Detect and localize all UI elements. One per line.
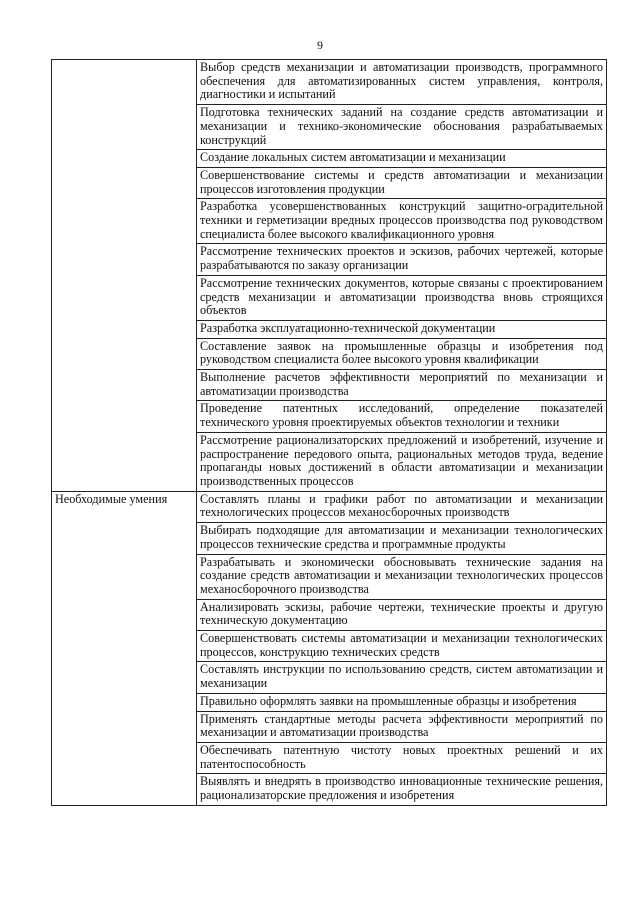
requirements-table-body: [52, 60, 607, 806]
table-cell-item: Разработка усовершенствованных конструкций защитно-оградительной техники и герметизации вредных процессов производства под руководством специалиста более высокого квалификационного уровня: [197, 199, 607, 244]
table-cell-item: Совершенствовать системы автоматизации и механизации технологических процессов, конструкцию технических средств: [197, 631, 607, 662]
table-cell-item: Составление заявок на промышленные образцы и изобретения под руководством специалиста более высокого уровня квалификации: [197, 338, 607, 369]
table-cell-item: Создание локальных систем автоматизации и механизации: [197, 150, 607, 168]
table-cell-item: Разработка эксплуатационно-технической документации: [197, 320, 607, 338]
requirements-table: [51, 59, 607, 806]
table-cell-item: Выбор средств механизации и автоматизации производств, программного обеспечения для автоматизированных систем управления, контроля, диагностики и испытаний: [197, 60, 607, 105]
table-cell-item: Совершенствование системы и средств автоматизации и механизации процессов изготовления продукции: [197, 167, 607, 198]
table-cell-item: Правильно оформлять заявки на промышленные образцы и изобретения: [197, 693, 607, 711]
table-cell-item: Анализировать эскизы, рабочие чертежи, технические проекты и другую техническую документацию: [197, 599, 607, 630]
table-row: [52, 60, 607, 105]
table-cell-item: Проведение патентных исследований, определение показателей технического уровня проектируемых объектов технологии и техники: [197, 401, 607, 432]
table-cell-item: Разрабатывать и экономически обосновывать технические задания на создание средств автоматизации и механизации технологических процессов механосборочного производства: [197, 554, 607, 599]
table-cell-item: Выполнение расчетов эффективности мероприятий по механизации и автоматизации производства: [197, 370, 607, 401]
section-label: Необходимые умения: [52, 491, 197, 805]
table-cell-item: Рассмотрение технических документов, которые связаны с проектированием средств механизации и автоматизации производства вновь строящихся объектов: [197, 275, 607, 320]
table-cell-item: Рассмотрение рационализаторских предложений и изобретений, изучение и распространение передового опыта, рациональных методов труда, ведение пропаганды новых достижений в области автоматизации и механизации производственных процессов: [197, 432, 607, 491]
section-label: [52, 60, 197, 492]
table-cell-item: Обеспечивать патентную чистоту новых проектных решений и их патентоспособность: [197, 742, 607, 773]
table-cell-item: Выявлять и внедрять в производство инновационные технические решения, рационализаторские предложения и изобретения: [197, 774, 607, 805]
table-cell-item: Подготовка технических заданий на создание средств автоматизации и механизации и технико-экономические обоснования разрабатываемых конструкций: [197, 105, 607, 150]
table-cell-item: Составлять планы и графики работ по автоматизации и механизации технологических процессов механосборочных производств: [197, 491, 607, 522]
table-row: [52, 491, 607, 522]
table-cell-item: Выбирать подходящие для автоматизации и механизации технологических процессов технические средства и программные продукты: [197, 523, 607, 554]
table-cell-item: Применять стандартные методы расчета эффективности мероприятий по механизации и автоматизации производства: [197, 711, 607, 742]
table-cell-item: Составлять инструкции по использованию средств, систем автоматизации и механизации: [197, 662, 607, 693]
table-cell-item: Рассмотрение технических проектов и эскизов, рабочих чертежей, которые разрабатываются по заказу организации: [197, 244, 607, 275]
page-number: 9: [317, 38, 323, 52]
